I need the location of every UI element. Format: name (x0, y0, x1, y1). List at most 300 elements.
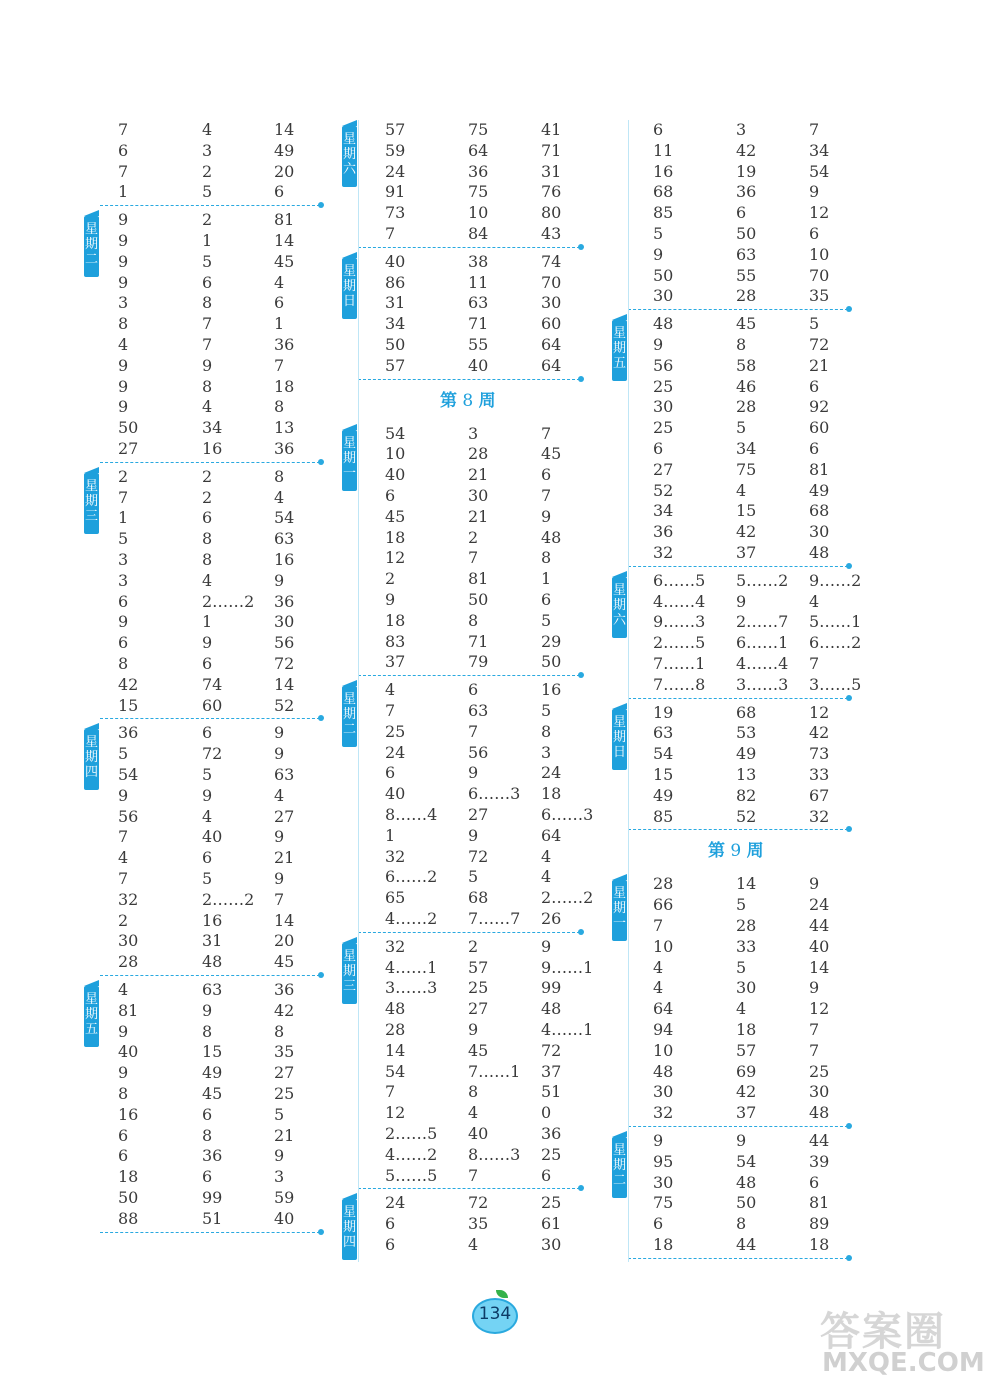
answer-cell: 6 (385, 486, 396, 505)
answer-cell: 59 (274, 1188, 295, 1207)
answer-cell: 66 (653, 895, 674, 915)
answer-cell: 45 (274, 251, 295, 271)
answer-cell: 6 (118, 1125, 129, 1145)
answer-cell: 7 (118, 487, 129, 507)
answer-cell: 9 (653, 335, 664, 354)
answer-cell: 50 (736, 224, 757, 243)
weekday-tab (342, 430, 357, 491)
answer-cell: 85 (653, 203, 674, 223)
answer-cell: 6 (118, 633, 129, 653)
answer-cell: 6 (202, 723, 213, 743)
dashed-divider (358, 1188, 580, 1189)
answer-cell: 52 (653, 480, 674, 500)
answer-cell: 2……7 (736, 612, 789, 632)
answer-cell: 7 (809, 1040, 820, 1060)
answer-cell: 9 (541, 936, 552, 956)
answer-cell: 75 (468, 120, 489, 139)
answer-cell: 5……2 (736, 570, 789, 590)
answer-cell: 30 (653, 286, 674, 306)
answer-cell: 50 (118, 418, 139, 438)
answer-cell: 4……1 (541, 1020, 594, 1039)
answer-cell: 9 (468, 825, 479, 845)
answer-cell: 4 (274, 272, 285, 292)
weekday-char: 一 (612, 916, 626, 932)
answer-cell: 27 (274, 806, 295, 826)
weekday-tab (612, 880, 627, 941)
answer-cell: 9……2 (809, 570, 862, 590)
answer-cell: 9 (385, 590, 396, 609)
answer-cell: 9 (118, 376, 129, 396)
answer-cell: 2 (118, 466, 129, 486)
answer-cell: 86 (385, 272, 406, 292)
answer-cell: 9 (541, 506, 552, 526)
answer-cell: 30 (736, 978, 757, 998)
answer-cell: 18 (385, 527, 406, 547)
answer-cell: 7 (118, 869, 129, 888)
answer-cell: 9 (736, 1131, 747, 1150)
dashed-divider (100, 1232, 320, 1233)
weekday-char: 期 (342, 963, 356, 979)
answer-cell: 18 (653, 1235, 674, 1254)
answer-cell: 73 (809, 744, 830, 764)
answer-cell: 92 (809, 397, 830, 417)
answer-cell: 51 (541, 1082, 562, 1102)
dashed-divider (628, 1126, 848, 1127)
answer-cell: 30 (653, 1172, 674, 1192)
answer-cell: 13 (274, 418, 295, 438)
answer-cell: 28 (736, 286, 757, 306)
answer-cell: 27 (468, 805, 489, 824)
answer-cell: 6 (202, 1104, 213, 1124)
answer-cell: 4……1 (385, 957, 438, 977)
answer-cell: 13 (736, 765, 757, 784)
answer-cell: 14 (385, 1040, 406, 1060)
answer-cell: 45 (541, 444, 562, 464)
answer-cell: 64 (541, 335, 562, 354)
dashed-divider (628, 1258, 848, 1259)
answer-cell: 5……1 (809, 612, 862, 632)
answer-cell: 4 (274, 785, 285, 805)
answer-cell: 95 (653, 1151, 674, 1171)
answer-cell: 20 (274, 161, 295, 181)
answer-cell: 61 (541, 1214, 562, 1234)
answer-cell: 35 (809, 286, 830, 306)
weekday-tab (342, 258, 357, 319)
answer-cell: 42 (736, 1082, 757, 1102)
answer-cell: 25 (541, 1144, 562, 1164)
answer-cell: 7 (385, 1082, 396, 1102)
answer-cell: 76 (541, 182, 562, 202)
answer-cell: 49 (653, 785, 674, 805)
answer-cell: 37 (736, 1103, 757, 1123)
answer-cell: 9 (118, 1021, 129, 1041)
answer-cell: 18 (118, 1167, 139, 1187)
answer-cell: 9 (653, 244, 664, 264)
answer-cell: 11 (468, 272, 489, 292)
answer-cell: 21 (468, 465, 489, 485)
answer-cell: 6……2 (809, 633, 862, 653)
answer-cell: 57 (385, 355, 406, 375)
answer-cell: 12 (809, 999, 830, 1019)
answer-cell: 40 (118, 1042, 139, 1062)
answer-cell: 91 (385, 182, 406, 202)
answer-cell: 5 (653, 224, 664, 243)
answer-cell: 6 (809, 376, 820, 396)
week-heading (440, 386, 496, 411)
answer-cell: 9 (274, 827, 285, 847)
answer-cell: 68 (653, 182, 674, 202)
answer-cell: 16 (118, 1104, 139, 1124)
answer-cell: 50 (468, 590, 489, 609)
answer-cell: 8 (202, 1021, 213, 1041)
answer-cell: 6……1 (736, 633, 789, 653)
answer-cell: 31 (541, 161, 562, 181)
answer-cell: 8 (274, 397, 285, 417)
answer-cell: 31 (385, 293, 406, 313)
answer-cell: 9 (202, 785, 213, 805)
answer-cell: 56 (118, 806, 139, 826)
answer-cell: 7 (468, 548, 479, 568)
answer-cell: 7 (468, 721, 479, 741)
answer-cell: 6 (541, 590, 552, 609)
answer-cell: 40 (385, 784, 406, 804)
weekday-char: 星 (342, 435, 356, 451)
answer-cell: 7 (118, 120, 129, 139)
answer-cell: 4……4 (653, 591, 706, 611)
answer-cell: 9 (202, 633, 213, 653)
answer-cell: 36 (274, 439, 295, 458)
answer-cell: 56 (468, 742, 489, 762)
page-number: 134 (478, 1304, 512, 1324)
answer-cell: 4……2 (385, 909, 438, 928)
weekday-tab (342, 943, 357, 1004)
weekday-tab (342, 126, 357, 187)
answer-cell: 5 (736, 957, 747, 977)
dashed-divider (100, 718, 320, 719)
answer-cell: 21 (468, 506, 489, 526)
answer-cell: 14 (274, 231, 295, 250)
answer-cell: 18 (809, 1235, 830, 1254)
answer-cell: 6 (385, 1214, 396, 1234)
weekday-char: 二 (342, 722, 356, 738)
answer-cell: 0 (541, 1103, 552, 1123)
answer-cell: 8 (202, 529, 213, 549)
answer-cell: 18 (274, 376, 295, 396)
weekday-tab (612, 320, 627, 381)
answer-cell: 14 (809, 957, 830, 977)
answer-cell: 6……3 (468, 784, 521, 804)
answer-cell: 16 (541, 680, 562, 700)
answer-cell: 6……5 (653, 570, 706, 590)
answer-cell: 2 (202, 466, 213, 486)
answer-cell: 4 (541, 867, 552, 887)
answer-cell: 7……7 (468, 909, 521, 928)
answer-cell: 65 (385, 888, 406, 908)
answer-cell: 8 (202, 293, 213, 313)
answer-cell: 8 (202, 376, 213, 396)
dashed-divider (358, 675, 580, 676)
answer-cell: 11 (653, 140, 674, 160)
answer-cell: 4 (736, 999, 747, 1019)
answer-cell: 72 (468, 846, 489, 866)
answer-cell: 6 (653, 1214, 664, 1234)
answer-cell: 39 (809, 1151, 830, 1171)
answer-cell: 3……5 (809, 674, 862, 694)
answer-cell: 63 (274, 765, 295, 784)
page-number-badge (472, 1294, 518, 1334)
answer-cell: 36 (653, 522, 674, 542)
answer-cell: 42 (809, 723, 830, 743)
answer-cell: 6 (736, 203, 747, 223)
answer-cell: 41 (541, 120, 562, 139)
weekday-char: 六 (612, 612, 626, 628)
answer-cell: 7 (274, 355, 285, 375)
answer-cell: 72 (541, 1040, 562, 1060)
answer-cell: 63 (274, 529, 295, 549)
answer-cell: 3……3 (736, 674, 789, 694)
answer-cell: 43 (541, 224, 562, 243)
answer-cell: 7 (653, 916, 664, 935)
weekday-tab (612, 577, 627, 638)
answer-cell: 69 (736, 1061, 757, 1081)
answer-cell: 28 (653, 874, 674, 894)
weekday-tab (612, 709, 627, 770)
answer-cell: 19 (653, 702, 674, 722)
weekday-char: 六 (342, 162, 356, 177)
answer-cell: 60 (809, 418, 830, 438)
answer-cell: 16 (274, 550, 295, 569)
answer-cell: 56 (274, 633, 295, 653)
answer-cell: 1 (541, 569, 552, 589)
answer-cell: 45 (385, 506, 406, 526)
answer-cell: 3 (468, 423, 479, 443)
answer-cell: 2……5 (385, 1124, 438, 1143)
answer-cell: 3 (118, 293, 129, 313)
answer-cell: 20 (274, 931, 295, 951)
answer-cell: 30 (541, 293, 562, 313)
answer-cell: 38 (468, 251, 489, 271)
answer-cell: 6 (809, 1172, 820, 1192)
answer-cell: 4 (541, 846, 552, 866)
answer-cell: 70 (809, 265, 830, 285)
answer-cell: 94 (653, 1020, 674, 1039)
answer-cell: 46 (736, 376, 757, 396)
weekday-char: 期 (612, 597, 626, 613)
answer-cell: 9 (118, 355, 129, 375)
answer-cell: 2 (468, 936, 479, 956)
dashed-divider (358, 247, 580, 248)
answer-cell: 16 (202, 910, 223, 930)
answer-cell: 8 (118, 1084, 129, 1103)
answer-cell: 24 (541, 763, 562, 783)
leaf-icon (496, 1290, 508, 1298)
answer-cell: 3 (202, 140, 213, 160)
answer-cell: 2 (202, 161, 213, 181)
answer-cell: 19 (736, 161, 757, 181)
answer-cell: 72 (202, 744, 223, 764)
answer-cell: 54 (385, 1061, 406, 1081)
answer-cell: 36 (274, 980, 295, 999)
weekday-char: 期 (84, 750, 98, 766)
answer-cell: 64 (468, 140, 489, 160)
answer-cell: 80 (541, 203, 562, 223)
answer-cell: 10 (809, 244, 830, 264)
answer-cell: 24 (809, 895, 830, 915)
weekday-char: 星 (84, 992, 98, 1007)
weekday-char: 五 (84, 1022, 98, 1037)
answer-cell: 81 (468, 569, 489, 589)
answer-cell: 45 (274, 952, 295, 972)
answer-cell: 6 (202, 272, 213, 292)
weekday-char: 星 (612, 714, 626, 730)
weekday-char: 星 (84, 222, 98, 238)
answer-cell: 9……1 (541, 957, 594, 977)
answer-cell: 1 (202, 612, 213, 632)
answer-cell: 6 (653, 439, 664, 458)
answer-cell: 27 (274, 1063, 295, 1083)
answer-cell: 12 (809, 203, 830, 223)
answer-cell: 27 (118, 439, 139, 458)
weekday-tab (612, 1137, 627, 1198)
answer-cell: 4 (468, 1235, 479, 1254)
answer-cell: 60 (541, 314, 562, 334)
answer-cell: 34 (385, 314, 406, 334)
answer-cell: 10 (385, 444, 406, 464)
answer-cell: 4 (653, 957, 664, 977)
weekday-char: 星 (342, 263, 356, 279)
answer-cell: 54 (736, 1151, 757, 1171)
answer-cell: 40 (809, 936, 830, 956)
answer-cell: 9 (202, 355, 213, 375)
answer-cell: 4 (202, 570, 213, 590)
answer-cell: 54 (118, 765, 139, 784)
answer-cell: 5 (541, 701, 552, 720)
answer-cell: 59 (385, 140, 406, 160)
answer-cell: 34 (809, 140, 830, 160)
answer-cell: 21 (809, 355, 830, 375)
answer-cell: 57 (736, 1040, 757, 1060)
answer-cell: 50 (736, 1193, 757, 1213)
weekday-char: 二 (612, 1173, 626, 1188)
answer-cell: 7 (385, 224, 396, 243)
answer-cell: 26 (541, 909, 562, 928)
answer-cell: 14 (274, 674, 295, 694)
answer-cell: 32 (385, 846, 406, 866)
answer-cell: 68 (809, 501, 830, 521)
answer-cell: 9 (118, 612, 129, 632)
answer-cell: 9 (736, 591, 747, 611)
answer-cell: 6 (118, 1146, 129, 1166)
answer-cell: 28 (736, 916, 757, 935)
answer-cell: 32 (653, 543, 674, 562)
answer-cell: 2 (118, 910, 129, 930)
answer-cell: 7 (809, 654, 820, 673)
answer-cell: 36 (736, 182, 757, 202)
weekday-char: 期 (84, 237, 98, 253)
answer-cell: 30 (274, 612, 295, 632)
answer-cell: 2……2 (541, 888, 594, 908)
watermark (820, 1300, 995, 1386)
weekday-tab (84, 729, 99, 790)
column-rule (358, 120, 359, 1262)
weekday-char: 一 (342, 465, 356, 481)
answer-cell: 3 (118, 550, 129, 569)
answer-cell: 7 (468, 1165, 479, 1185)
answer-cell: 6 (809, 224, 820, 243)
answer-cell: 36 (274, 591, 295, 611)
answer-cell: 8 (202, 550, 213, 569)
answer-cell: 9 (274, 869, 285, 888)
answer-cell: 7……8 (653, 674, 706, 694)
answer-cell: 74 (202, 674, 223, 694)
answer-cell: 40 (385, 251, 406, 271)
answer-cell: 4 (468, 1103, 479, 1123)
week-heading (708, 836, 764, 861)
weekday-char: 期 (612, 729, 626, 745)
answer-cell: 36 (274, 335, 295, 354)
answer-cell: 25 (274, 1084, 295, 1103)
answer-cell: 8 (541, 548, 552, 568)
answer-cell: 55 (468, 335, 489, 354)
answer-cell: 2 (385, 569, 396, 589)
answer-cell: 67 (809, 785, 830, 805)
answer-cell: 4 (809, 591, 820, 611)
watermark-logo-text: 答案圈 (820, 1309, 946, 1355)
answer-cell: 28 (736, 397, 757, 417)
dashed-divider (100, 205, 320, 206)
weekday-char: 星 (612, 1143, 626, 1158)
answer-cell: 1 (274, 314, 285, 334)
answer-cell: 63 (468, 701, 489, 720)
answer-cell: 4 (202, 120, 213, 139)
answer-cell: 5 (202, 182, 213, 202)
answer-cell: 9 (274, 744, 285, 764)
answer-cell: 30 (653, 397, 674, 417)
dashed-divider (358, 379, 580, 380)
answer-cell: 8……3 (468, 1144, 521, 1164)
answer-cell: 18 (385, 610, 406, 630)
answer-cell: 75 (468, 182, 489, 202)
weekday-char: 期 (84, 1007, 98, 1022)
answer-cell: 5 (202, 765, 213, 784)
answer-cell: 9 (809, 182, 820, 202)
answer-cell: 7 (541, 486, 552, 505)
answer-cell: 6 (202, 654, 213, 673)
answer-cell: 71 (468, 314, 489, 334)
answer-cell: 3 (541, 742, 552, 762)
weekday-char: 星 (342, 692, 356, 708)
answer-cell: 33 (736, 936, 757, 956)
answer-cell: 9 (274, 723, 285, 743)
answer-cell: 72 (274, 654, 295, 673)
answer-cell: 5 (118, 744, 129, 764)
answer-cell: 8 (118, 654, 129, 673)
answer-cell: 5 (809, 314, 820, 334)
answer-cell: 21 (274, 1125, 295, 1145)
answer-cell: 37 (385, 652, 406, 672)
answer-cell: 24 (385, 1193, 406, 1213)
answer-cell: 6 (385, 763, 396, 783)
answer-cell: 31 (202, 931, 223, 951)
answer-cell: 7 (202, 314, 213, 334)
answer-cell: 36 (202, 1146, 223, 1166)
answer-cell: 25 (653, 376, 674, 396)
answer-cell: 7 (118, 161, 129, 181)
answer-cell: 6 (809, 439, 820, 458)
answer-cell: 9 (809, 874, 820, 894)
answer-cell: 12 (385, 548, 406, 568)
answer-cell: 28 (385, 1020, 406, 1039)
